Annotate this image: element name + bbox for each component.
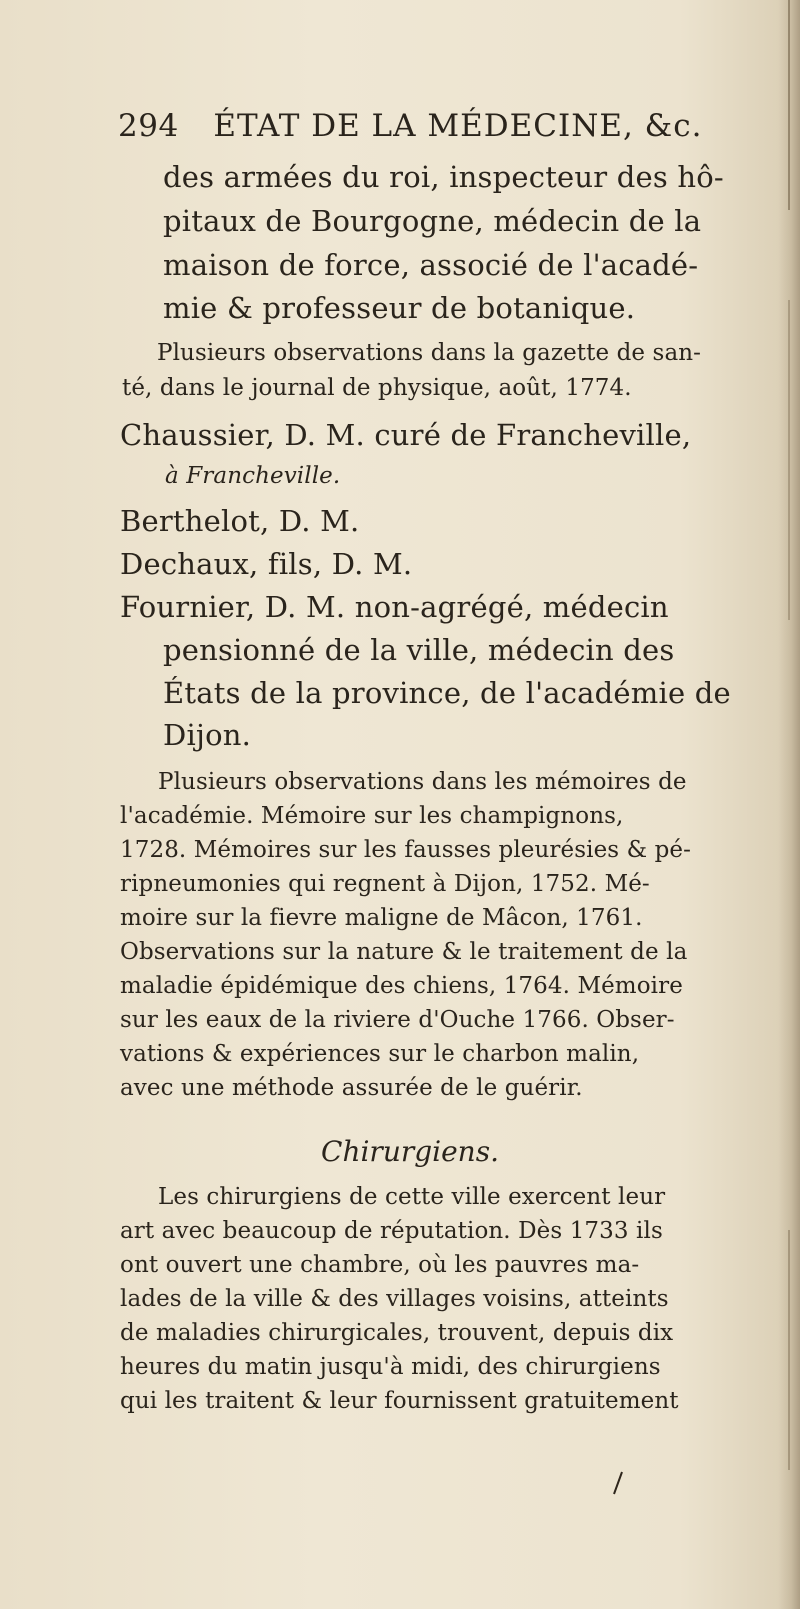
text-line: maladie épidémique des chiens, 1764. Mémoire: [120, 973, 683, 999]
text-line: ont ouvert une chambre, où les pauvres ma-: [120, 1252, 640, 1278]
text-line: qui les traitent & leur fournissent gratuitement: [120, 1388, 679, 1414]
entry-fournier: Fournier, D. M. non-agrégé, médecin: [120, 590, 669, 624]
running-header: [118, 108, 702, 144]
text-line: Plusieurs observations dans la gazette de san-: [157, 340, 702, 366]
text-line: de maladies chirurgicales, trouvent, depuis dix: [120, 1320, 674, 1346]
running-title: ÉTAT DE LA MÉDECINE, &c.: [213, 108, 703, 144]
entry-berthelot: Berthelot, D. M.: [120, 504, 360, 538]
entry-chaussier-place: à Francheville.: [165, 463, 341, 489]
page-number: 294: [118, 108, 179, 144]
text-line: ripneumonies qui regnent à Dijon, 1752. Mé-: [120, 871, 650, 897]
text-line: mie & professeur de botanique.: [163, 291, 636, 325]
text-line: pitaux de Bourgogne, médecin de la: [163, 204, 702, 238]
text-line: lades de la ville & des villages voisins, atteints: [120, 1286, 669, 1312]
entry-dechaux: Dechaux, fils, D. M.: [120, 547, 413, 581]
text-line: té, dans le journal de physique, août, 1774.: [122, 375, 632, 401]
page-edge-line: [788, 1230, 790, 1470]
section-heading: Chirurgiens.: [321, 1135, 499, 1168]
text-line: Dijon.: [163, 718, 252, 752]
text-line: États de la province, de l'académie de: [163, 676, 731, 710]
text-line: Les chirurgiens de cette ville exercent leur: [158, 1184, 666, 1210]
text-line: pensionné de la ville, médecin des: [163, 633, 675, 667]
ink-mark: [608, 1468, 628, 1498]
text-line: l'académie. Mémoire sur les champignons,: [120, 803, 624, 829]
text-line: sur les eaux de la riviere d'Ouche 1766. Obser-: [120, 1007, 675, 1033]
text-line: des armées du roi, inspecteur des hô-: [163, 160, 724, 194]
text-line: maison de force, associé de l'acadé-: [163, 248, 699, 282]
text-line: 1728. Mémoires sur les fausses pleurésies & pé-: [120, 837, 692, 863]
text-line: heures du matin jusqu'à midi, des chirurgiens: [120, 1354, 661, 1380]
text-line: avec une méthode assurée de le guérir.: [120, 1075, 583, 1101]
text-line: vations & expériences sur le charbon malin,: [120, 1041, 640, 1067]
entry-chaussier: Chaussier, D. M. curé de Francheville,: [120, 418, 692, 452]
page-edge-line: [788, 0, 790, 210]
text-line: moire sur la fievre maligne de Mâcon, 1761.: [120, 905, 643, 931]
text-line: Plusieurs observations dans les mémoires de: [158, 769, 687, 795]
text-line: art avec beaucoup de réputation. Dès 1733 ils: [120, 1218, 663, 1244]
page-edge-line: [788, 300, 790, 620]
text-line: Observations sur la nature & le traitement de la: [120, 939, 688, 965]
